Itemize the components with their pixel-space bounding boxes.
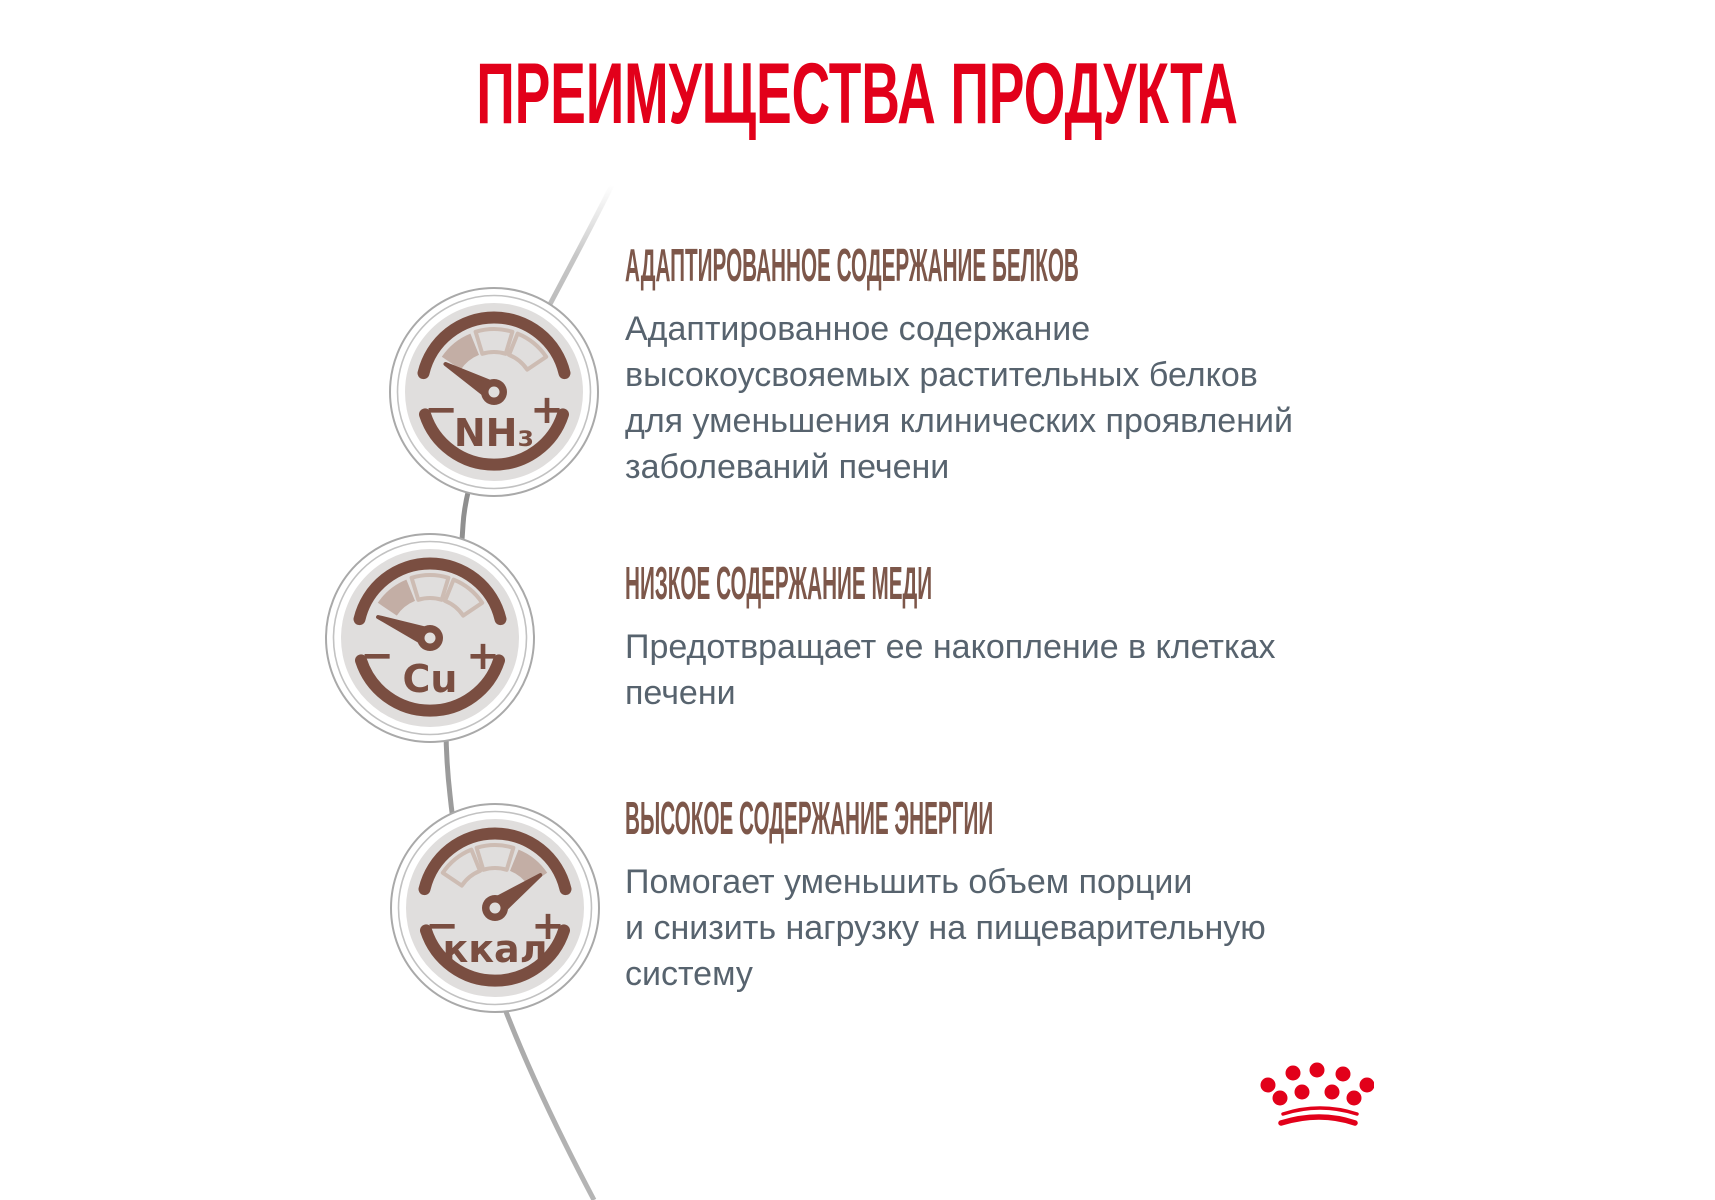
benefit-text-line: печени xyxy=(625,674,736,712)
needle-hub-hole xyxy=(425,633,436,644)
needle-hub-hole xyxy=(489,387,500,398)
gauge-label: ккал xyxy=(442,927,548,971)
gauge-kcal-icon xyxy=(385,798,605,1018)
gauge-cu-icon xyxy=(320,528,540,748)
benefit-text-line: Помогает уменьшить объем порции xyxy=(625,863,1193,901)
benefit-heading: АДАПТИРОВАННОЕ СОДЕРЖАНИЕ БЕЛКОВ xyxy=(625,239,1079,291)
benefit-text-line: высокоусвояемых растительных белков xyxy=(625,356,1258,394)
minus-sign: − xyxy=(360,633,394,679)
minus-sign: − xyxy=(425,903,459,949)
plus-sign: + xyxy=(530,387,564,433)
benefit-heading: ВЫСОКОЕ СОДЕРЖАНИЕ ЭНЕРГИИ xyxy=(625,792,994,844)
benefit-text-line: заболеваний печени xyxy=(625,448,950,486)
benefit-text-line: и снизить нагрузку на пищеварительную xyxy=(625,909,1266,947)
needle-hub-hole xyxy=(490,903,501,914)
page-title: ПРЕИМУЩЕСТВА ПРОДУКТА xyxy=(476,46,1239,142)
benefit-text-line: систему xyxy=(625,955,753,993)
benefit-text-line: Адаптированное содержание xyxy=(625,310,1091,348)
gauge-nh3-icon xyxy=(384,282,604,502)
plus-sign: + xyxy=(466,633,500,679)
royal-canin-crown-icon xyxy=(1254,1060,1374,1140)
minus-sign: − xyxy=(424,387,458,433)
benefit-section-protein xyxy=(625,239,1634,490)
benefit-section-copper xyxy=(625,557,1308,716)
gauge-label: NH₃ xyxy=(453,411,535,455)
benefit-text-line: для уменьшения клинических проявлений xyxy=(625,402,1293,440)
benefit-heading: НИЗКОЕ СОДЕРЖАНИЕ МЕДИ xyxy=(625,557,933,609)
benefit-text-line: Предотвращает ее накопление в клетках xyxy=(625,628,1276,666)
benefit-section-energy xyxy=(625,792,1443,997)
gauge-label: Cu xyxy=(402,657,458,701)
plus-sign: + xyxy=(531,903,565,949)
